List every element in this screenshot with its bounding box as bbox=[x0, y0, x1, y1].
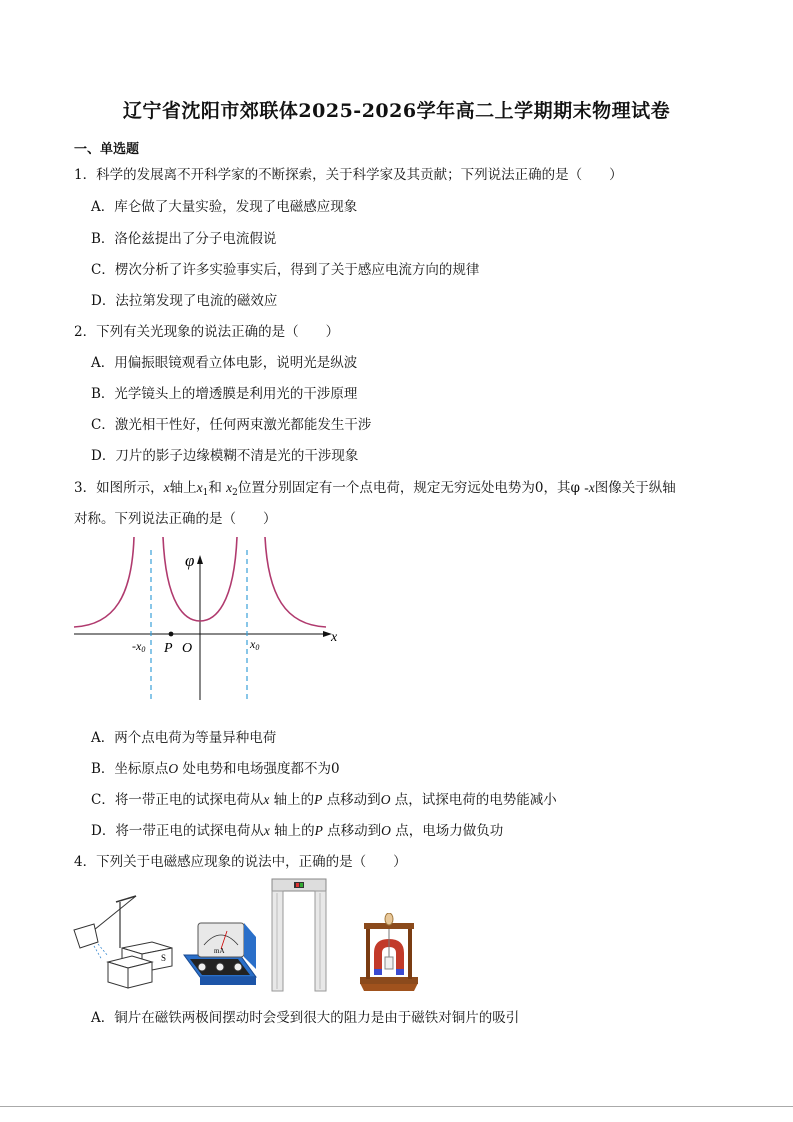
q3-stem-line2: 对称。下列说法正确的是（ ） bbox=[74, 511, 277, 527]
svg-text:x0: x0 bbox=[250, 637, 260, 652]
copper-pendulum-figure bbox=[356, 913, 422, 995]
q2-option-d[interactable]: D．刀片的影子边缘模糊不清是光的干涉现象 bbox=[91, 448, 359, 464]
galvanometer-figure bbox=[180, 915, 270, 990]
section-heading: 一、单选题 bbox=[74, 142, 140, 157]
q2-option-c[interactable]: C．激光相干性好，任何两束激光都能发生干涉 bbox=[91, 417, 372, 433]
q1-option-c[interactable]: C．楞次分析了许多实验事实后，得到了关于感应电流方向的规律 bbox=[91, 262, 480, 278]
pendulum-magnet-figure bbox=[72, 890, 182, 990]
q3-option-d[interactable]: D．将一带正电的试探电荷从x 轴上的P 点移动到O 点，电场力做负功 bbox=[91, 823, 504, 839]
q1-stem: 1．科学的发展离不开科学家的不断探索，关于科学家及其贡献；下列说法正确的是（ ） bbox=[74, 167, 623, 183]
q1-option-a[interactable]: A．库仑做了大量实验，发现了电磁感应现象 bbox=[91, 199, 358, 215]
page-bottom-rule bbox=[0, 1106, 793, 1107]
curve-left bbox=[74, 537, 134, 627]
metal-detector-figure bbox=[266, 877, 332, 995]
svg-text:mA: mA bbox=[214, 947, 225, 955]
svg-text:S: S bbox=[161, 953, 167, 963]
q3-option-a[interactable]: A．两个点电荷为等量异种电荷 bbox=[91, 730, 277, 746]
q2-option-a[interactable]: A．用偏振眼镜观看立体电影，说明光是纵波 bbox=[91, 355, 358, 371]
phi-x-graph bbox=[70, 535, 345, 705]
q3-option-b[interactable]: B．坐标原点O 处电势和电场强度都不为0 bbox=[91, 761, 340, 777]
svg-text:φ: φ bbox=[185, 551, 195, 570]
exam-title: 辽宁省沈阳市郊联体2025-2026学年高二上学期期末物理试卷 bbox=[122, 100, 671, 122]
q1-option-d[interactable]: D．法拉第发现了电流的磁效应 bbox=[91, 293, 278, 309]
svg-text:x: x bbox=[331, 630, 338, 645]
q2-stem: 2．下列有关光现象的说法正确的是（ ） bbox=[74, 324, 340, 340]
q3-option-c[interactable]: C．将一带正电的试探电荷从x 轴上的P 点移动到O 点，试探电荷的电势能减小 bbox=[91, 792, 557, 808]
svg-text:-x0: -x0 bbox=[132, 639, 146, 654]
svg-text:O: O bbox=[182, 641, 193, 656]
svg-text:P: P bbox=[164, 641, 173, 656]
q3-stem: 3．如图所示，x轴上$x_1$和 $x_2$位置分别固定有一个点电荷，规定无穷远处电势为0，其φ -x图像关于纵轴 bbox=[74, 480, 676, 498]
q1-option-b[interactable]: B．洛伦兹提出了分子电流假说 bbox=[91, 231, 277, 247]
q2-option-b[interactable]: B．光学镜头上的增透膜是利用光的干涉原理 bbox=[91, 386, 358, 402]
q4-stem: 4．下列关于电磁感应现象的说法中，正确的是（ ） bbox=[74, 854, 407, 870]
curve-right bbox=[265, 537, 326, 627]
q4-option-a[interactable]: A．铜片在磁铁两极间摆动时会受到很大的阻力是由于磁铁对铜片的吸引 bbox=[91, 1010, 520, 1026]
